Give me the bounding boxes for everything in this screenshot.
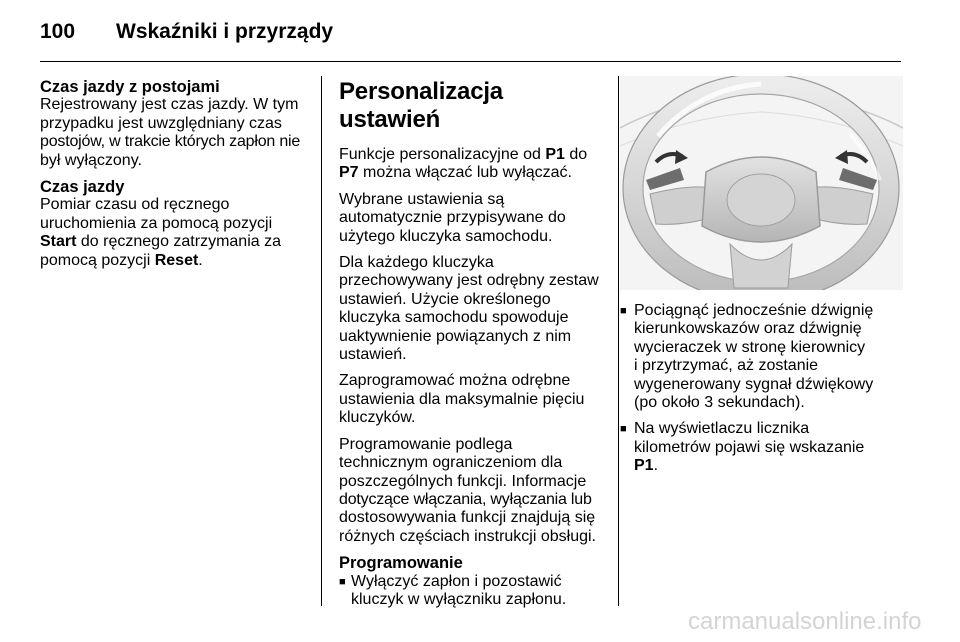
text-line: ustawień. Użycie określonego [339, 290, 551, 308]
text-line: kluczyk w wyłączniku zapłonu. [351, 590, 567, 608]
list-item [620, 420, 903, 475]
paragraph-intro [339, 146, 607, 183]
text-line: kierunkowskazów oraz dźwignię [634, 320, 862, 338]
text-line: wycieraczek w stronę kierownicy [634, 338, 866, 356]
text-line: P7 można włączać lub wyłączać. [339, 164, 572, 182]
reset-keyword: Reset [154, 251, 199, 269]
middle-column [339, 78, 607, 617]
text-line: Wyłączyć zapłon i pozostawić [351, 572, 562, 590]
column-divider-left [321, 76, 322, 606]
section-heading-trip-time: Czas jazdy [40, 178, 125, 197]
steering-wheel-icon [620, 76, 903, 290]
text-line: i przytrzymać, aż zostanie [634, 357, 819, 375]
right-column [620, 302, 903, 484]
text-line: uaktywnienie powiązanych z nim [339, 327, 572, 345]
text-line: technicznym ograniczeniom dla [339, 454, 563, 472]
text-line: ustawień. [339, 346, 407, 364]
start-keyword: Start [40, 233, 77, 251]
text-line: Dla każdego kluczyka [339, 254, 494, 272]
header-rule [40, 61, 901, 62]
text-line: pomocą pozycji Reset. [40, 251, 203, 269]
paragraph-assignment [339, 191, 607, 246]
paragraph-trip-time [40, 196, 312, 270]
section-title-personalization: Personalizacja ustawień [339, 78, 503, 133]
text-line: kluczyka samochodu spowoduje [339, 309, 569, 327]
left-column [40, 78, 312, 278]
bullet-square-icon: ■ [620, 305, 627, 317]
watermark: carmanualsonline.info [688, 608, 922, 635]
column-divider-right [618, 76, 619, 606]
p1-keyword: P1 [634, 457, 654, 475]
text-line: Funkcje personalizacyjne od P1 do [339, 146, 588, 163]
text-line: przypadku jest uwzględniany czas [40, 114, 282, 132]
bullet-square-icon: ■ [339, 575, 346, 588]
text-line: Pomiar czasu od ręcznego [40, 196, 230, 214]
text-line: dostosowywania funkcji znajdują się [339, 509, 596, 527]
text-line: użytego kluczyka samochodu. [339, 227, 553, 245]
text-line: uruchomienia za pomocą pozycji [40, 214, 273, 232]
text-line: był wyłączony. [40, 151, 142, 169]
text-line: dotyczące włączania, wyłączania lub [339, 490, 592, 508]
text-line: wygenerowany sygnał dźwiękowy [634, 375, 874, 393]
text-line: Start do ręcznego zatrzymania za [40, 233, 281, 251]
section-heading-programming: Programowanie [339, 554, 463, 573]
paragraph-max-keys [339, 372, 607, 427]
text-line: (po około 3 sekundach). [634, 394, 805, 412]
text-line: Programowanie podlega [339, 435, 513, 453]
paragraph-trip-with-stops [40, 96, 312, 170]
text-line: przechowywany jest odrębny zestaw [339, 272, 599, 290]
text-line: kilometrów pojawi się wskazanie [634, 438, 865, 456]
list-item [620, 302, 903, 412]
text-line: Pociągnąć jednocześnie dźwignię [634, 302, 874, 319]
steering-wheel-illustration [620, 76, 903, 290]
p7-keyword: P7 [339, 164, 359, 182]
text-line: Zaprogramować można odrębne [339, 372, 571, 390]
text-line: P1. [634, 457, 659, 475]
p1-keyword: P1 [545, 146, 565, 163]
paragraph-key-sets [339, 254, 607, 364]
page-header [40, 20, 333, 44]
text-line: postojów, w trakcie których zapłon nie [40, 133, 301, 151]
text-line: poszczególnych funkcji. Informacje [339, 472, 587, 490]
text-line: Rejestrowany jest czas jazdy. W tym [40, 96, 299, 114]
text-line: różnych częściach instrukcji obsługi. [339, 527, 596, 545]
page-title: Wskaźniki i przyrządy [116, 20, 334, 43]
section-heading-trip-with-stops: Czas jazdy z postojami [40, 78, 220, 96]
list-item [339, 573, 607, 610]
text-line: automatycznie przypisywane do [339, 209, 566, 227]
text-line: kluczyków. [339, 409, 416, 427]
page-number: 100 [40, 20, 76, 43]
paragraph-limitations [339, 436, 607, 546]
text-line: ustawienia dla maksymalnie pięciu [339, 390, 585, 408]
text-line: Wybrane ustawienia są [339, 190, 505, 208]
text-line: Na wyświetlaczu licznika [634, 420, 810, 438]
bullet-square-icon: ■ [620, 423, 627, 436]
